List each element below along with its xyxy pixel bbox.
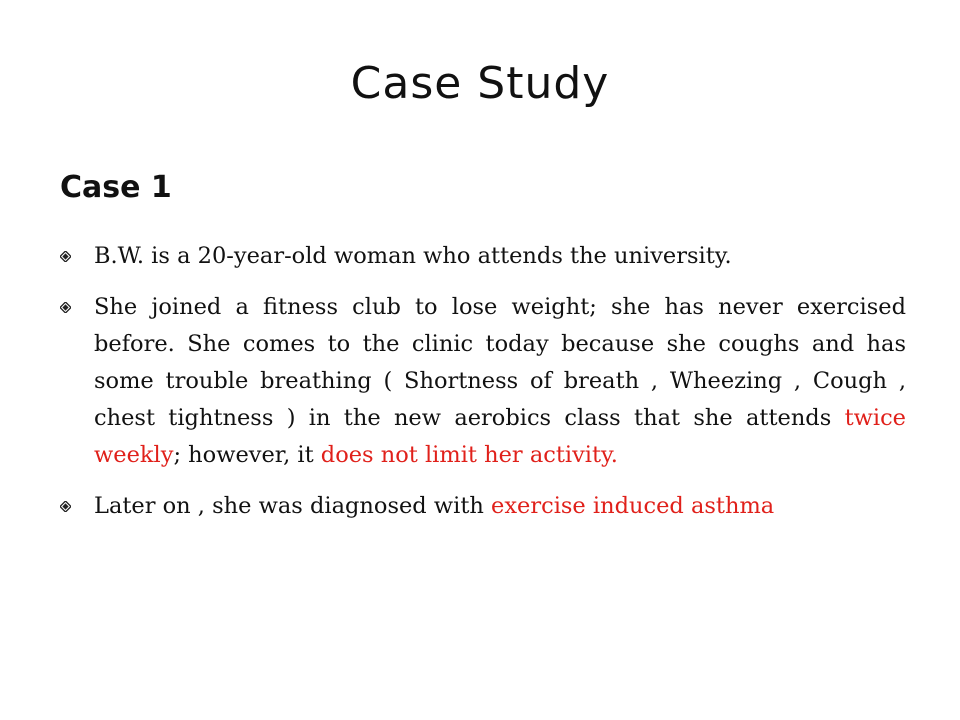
highlight-does-not-limit: does not limit her activity. [320, 442, 618, 468]
bullet-item-1 [60, 238, 906, 275]
slide-title: Case Study [350, 58, 610, 109]
diamond-bullet-icon [60, 251, 71, 262]
bullet-text: Later on , she was diagnosed with [94, 493, 492, 519]
case-heading: Case 1 [60, 170, 172, 205]
bullet-item-3 [60, 488, 906, 525]
highlight-diagnosis: exercise induced asthma [491, 493, 775, 519]
diamond-bullet-icon [60, 302, 71, 313]
highlight-twice-weekly: twice weekly [94, 405, 906, 468]
bullet-list [60, 238, 906, 539]
bullet-text: B.W. is a 20-year-old woman who attends the university. [94, 243, 732, 269]
bullet-item-2 [60, 289, 906, 474]
diamond-bullet-icon [60, 501, 71, 512]
bullet-text: ; however, it [173, 442, 321, 468]
bullet-text: She joined a fitness club to lose weight; she has never exercised before. She comes to the clinic today because she coughs and has some trouble breathing ( Shortness of breath , Wheezing , Cough , chest tightness ) in the new aerobics class that she attends [94, 294, 906, 431]
